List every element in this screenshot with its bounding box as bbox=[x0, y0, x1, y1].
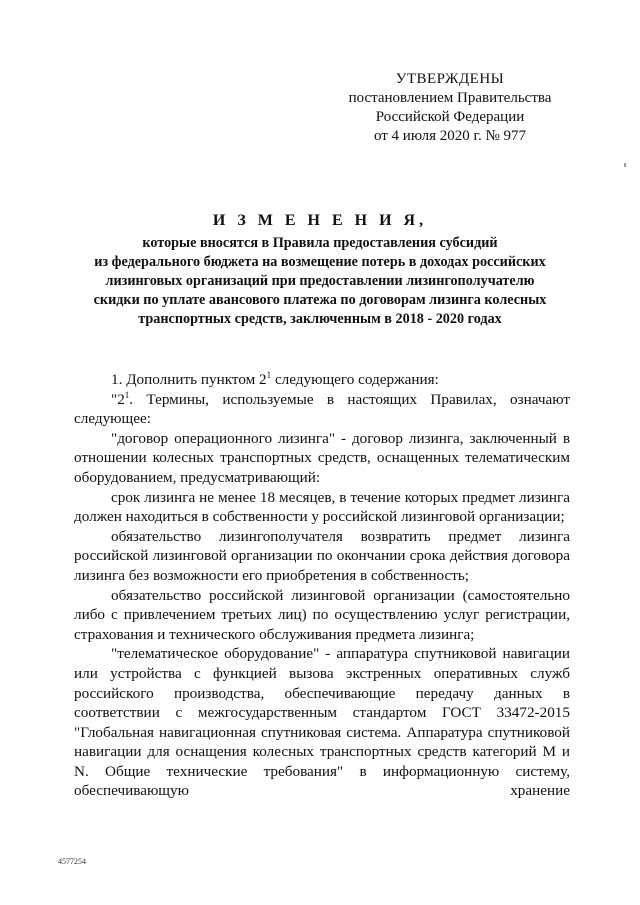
title-subline-3: лизинговых организаций при предоставлении лизингополучателю bbox=[105, 273, 535, 289]
approval-line-1: постановлением Правительства bbox=[348, 90, 552, 106]
paragraph-4: срок лизинга не менее 18 месяцев, в течение которых предмет лизинга должен находиться в собственности у российской лизинговой организации; bbox=[74, 488, 570, 526]
title-subline-5: транспортных средств, заключенным в 2018 - 2020 годах bbox=[138, 311, 502, 327]
document-code: 4577254 bbox=[58, 857, 86, 866]
paragraph-5: обязательство лизингополучателя возвратить предмет лизинга российской лизинговой организации по окончании срока действия договора лизинга без возможности его приобретения в собственность; bbox=[74, 527, 570, 584]
approval-block bbox=[330, 70, 570, 146]
paragraph-2-text-a: "2 bbox=[111, 390, 125, 408]
approval-line-3: от 4 июля 2020 г. № 977 bbox=[373, 128, 527, 144]
title-subline-1: которые вносятся в Правила предоставления субсидий bbox=[142, 235, 498, 251]
paragraph-2-superscript: 1 bbox=[124, 389, 130, 400]
paragraph-1 bbox=[74, 370, 570, 390]
paragraph-6: обязательство российской лизинговой организации (самостоятельно либо с привлечением третьих лиц) по осуществлению услуг регистрации, страхования и технического обслуживания предмета лизинга; bbox=[74, 586, 570, 643]
paragraph-7: "телематическое оборудование" - аппаратура спутниковой навигации или устройства с функцией вызова экстренных оперативных служб российского производства, обеспечивающие передачу данных в соответствии с межгосударственным стандартом ГОСТ 33472-2015 "Глобальная навигационная спутниковая система. Аппаратура спутниковой навигации для оснащения колесных транспортных средств категорий M и N. Общие технические требования" в информационную систему, обеспечивающую хранение bbox=[74, 645, 570, 800]
paragraph-1-text-a: 1. Дополнить пунктом 2 bbox=[111, 371, 267, 388]
document-title bbox=[60, 212, 580, 329]
paragraph-2 bbox=[74, 390, 570, 429]
paragraph-2-text-b: . Термины, используемые в настоящих Правилах, означают следующее: bbox=[74, 390, 570, 428]
approval-stamp: УТВЕРЖДЕНЫ bbox=[395, 71, 505, 87]
title-subline-4: скидки по уплате авансового платежа по договорам лизинга колесных bbox=[93, 292, 547, 308]
paragraph-1-superscript: 1 bbox=[266, 369, 272, 380]
paragraph-3: "договор операционного лизинга" - договор лизинга, заключенный в отношении колесных транспортных средств, оснащенных телематическим оборудованием, предусматривающий: bbox=[74, 429, 570, 486]
document-body bbox=[74, 370, 570, 801]
title-subline-2: из федерального бюджета на возмещение потерь в доходах российских bbox=[94, 254, 546, 270]
scan-edge-mark bbox=[624, 163, 626, 167]
approval-line-2: Российской Федерации bbox=[375, 109, 525, 125]
paragraph-1-text-b: следующего содержания: bbox=[271, 371, 439, 388]
title-heading: И З М Е Н Е Н И Я, bbox=[212, 212, 428, 229]
